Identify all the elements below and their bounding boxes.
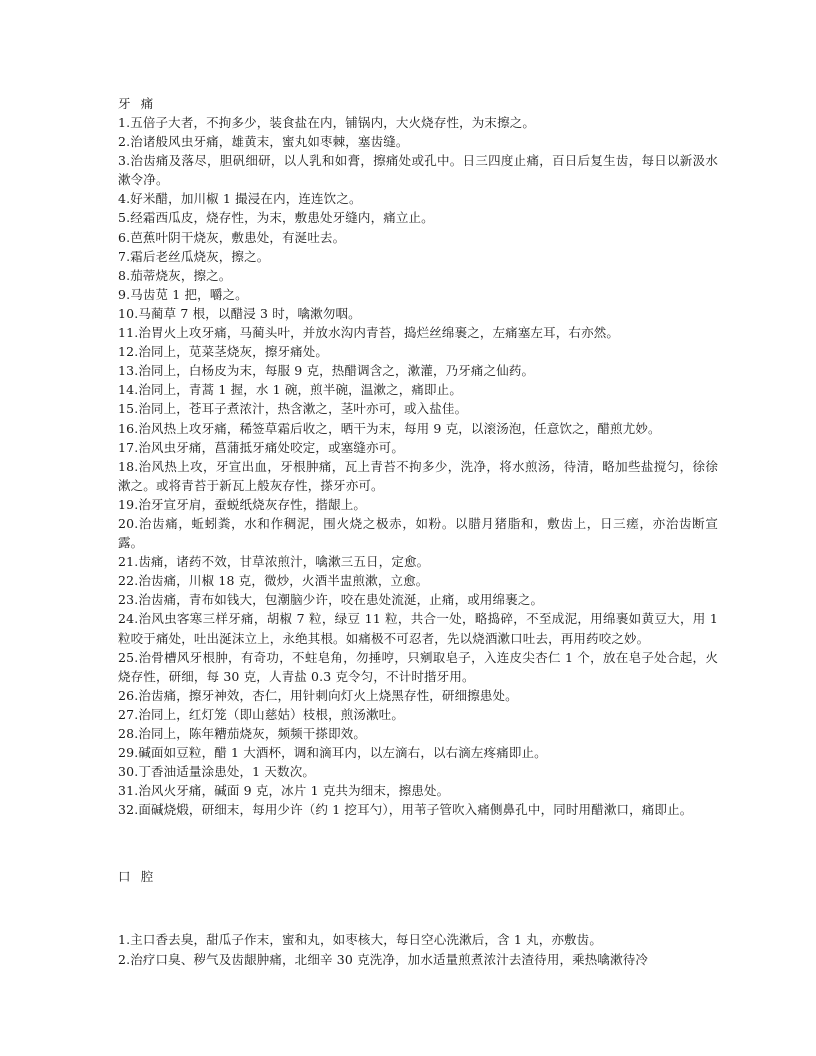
remedy-entry: 7.霜后老丝瓜烧灰，擦之。 (118, 248, 270, 264)
remedy-entry: 31.治风火牙痛，碱面 9 克，冰片 1 克共为细末，擦患处。 (118, 783, 450, 799)
remedy-entry: 19.治牙宣牙肩，蚕蜕纸烧灰存性，揩龈上。 (118, 496, 367, 512)
remedy-entry: 28.治同上，陈年糟茄烧灰，频频干搽即效。 (118, 726, 367, 741)
remedy-entry: 13.治同上，白杨皮为末，每服 9 克，热醋调含之，漱灌，乃牙痛之仙药。 (118, 363, 535, 379)
section-toothache (118, 94, 718, 819)
remedy-entry: 16.治风热上攻牙痛，稀签草霜后收之，晒干为末，每用 9 克，以滚汤泡，任意饮之，醋煎尤妙。 (118, 420, 661, 436)
remedy-entry: 25.治骨槽风牙根肿，有奇功，不蛀皂角，勿捶哼，只剜取皂子，入连皮尖杏仁 1 个，放在皂子处合起，火烧存性，研细，每 30 克，人青盐 0.3 克令匀，不计时揩牙用。 (118, 649, 718, 684)
document-page (118, 94, 718, 969)
remedy-entry: 27.治同上，红灯笼（即山慈姑）枝根，煎汤漱吐。 (118, 706, 404, 722)
remedy-entry: 21.齿痛，诸药不效，甘草浓煎汁，噙漱三五日，定愈。 (118, 554, 430, 570)
remedy-entry: 2.治疗口臭、秽气及齿龈肿痛，北细辛 30 克洗净，加水适量煎煮浓汁去渣待用，乘热噙漱待冷 (118, 951, 649, 967)
remedy-entry: 24.治风虫客寒三样牙痛，胡椒 7 粒，绿豆 11 粒，共合一处，略捣碎，不至成泥，用绵裹如黄豆大，用 1 粒咬于痛处，吐出涎沫立上，永绝其根。如痛极不可忍者，先以烧酒漱口吐去，再用药咬之妙。 (118, 611, 718, 646)
remedy-entry: 29.碱面如豆粒，醋 1 大酒杯，调和滴耳内，以左滴右，以右滴左疼痛即止。 (118, 745, 547, 761)
remedy-entry: 22.治齿痛，川椒 18 克，微炒，火酒半盅煎漱，立愈。 (118, 573, 429, 589)
remedy-entry: 26.治齿痛，擦牙神效，杏仁，用针刺向灯火上烧黑存性，研细擦患处。 (118, 687, 518, 703)
remedy-entry: 2.治诸般风虫牙痛，雄黄末，蜜丸如枣棘，塞齿缝。 (118, 134, 409, 150)
remedy-entry: 10.马蔺草 7 根，以醋浸 3 时，噙漱勿咽。 (118, 305, 361, 321)
remedy-entry: 12.治同上，苋菜茎烧灰，擦牙痛处。 (118, 344, 329, 360)
remedy-entry: 14.治同上，青蒿 1 握，水 1 碗，煎半碗，温漱之，痛即止。 (118, 382, 462, 398)
section-oral-cavity (118, 867, 718, 968)
remedy-entry: 1.五倍子大者，不拘多少，装食盐在内，铺锅内，大火烧存性，为末擦之。 (118, 115, 536, 130)
remedy-entry: 30.丁香油适量涂患处，1 天数次。 (118, 764, 316, 780)
remedy-entry: 8.茄蒂烧灰，擦之。 (118, 267, 232, 283)
section-title: 牙 痛 (118, 96, 154, 111)
remedy-entry: 20.治齿痛，蚯蚓粪，水和作稠泥，围火烧之极赤，如粉。以腊月猪脂和，敷齿上，日三瘥，亦治齿断宣露。 (118, 515, 718, 551)
remedy-entry: 32.面碱烧煅，研细末，每用少许（约 1 挖耳勺），用苇子管吹入痛侧鼻孔中，同时用醋漱口，痛即止。 (118, 802, 693, 818)
remedy-entry: 9.马齿苋 1 把，嚼之。 (118, 286, 248, 302)
remedy-entry: 17.治风虫牙痛，菖蒲抵牙痛处咬定，或塞缝亦可。 (118, 439, 404, 455)
entry-list (118, 113, 718, 819)
remedy-entry: 4.好米醋，加川椒 1 撮浸在内，连连饮之。 (118, 191, 362, 207)
entry-list (118, 930, 718, 968)
remedy-entry: 23.治齿痛，青布如钱大，包潮脑少许，咬在患处流涎，止痛，或用绵裹之。 (118, 592, 544, 608)
remedy-entry: 18.治风热上攻，牙宣出血，牙根肿痛，瓦上青苔不拘多少，洗净，将水煎汤，待清，略加些盐搅匀，徐徐漱之。或将青苔于新瓦上般灰存性，搽牙亦可。 (118, 458, 718, 493)
remedy-entry: 15.治同上，苍耳子煮浓汁，热含漱之，茎叶亦可，或入盐佳。 (118, 401, 468, 417)
remedy-entry: 6.芭蕉叶阴干烧灰，敷患处，有涎吐去。 (118, 229, 346, 245)
remedy-entry: 5.经霜西瓜皮，烧存性，为末，敷患处牙缝内，痛立止。 (118, 210, 434, 226)
section-title: 口 腔 (118, 869, 154, 885)
remedy-entry: 11.治胃火上攻牙痛，马蔺头叶，并放水沟内青苔，捣烂丝绵裹之，左痛塞左耳，右亦然。 (118, 325, 620, 341)
remedy-entry: 3.治齿痛及落尽，胆矾细研，以人乳和如膏，擦痛处或孔中。日三四度止痛，百日后复生齿，每日以新汲水漱令净。 (118, 153, 718, 188)
remedy-entry: 1.主口香去臭，甜瓜子作末，蜜和丸，如枣核大，每日空心洗漱后，含 1 丸，亦敷齿。 (118, 932, 602, 948)
